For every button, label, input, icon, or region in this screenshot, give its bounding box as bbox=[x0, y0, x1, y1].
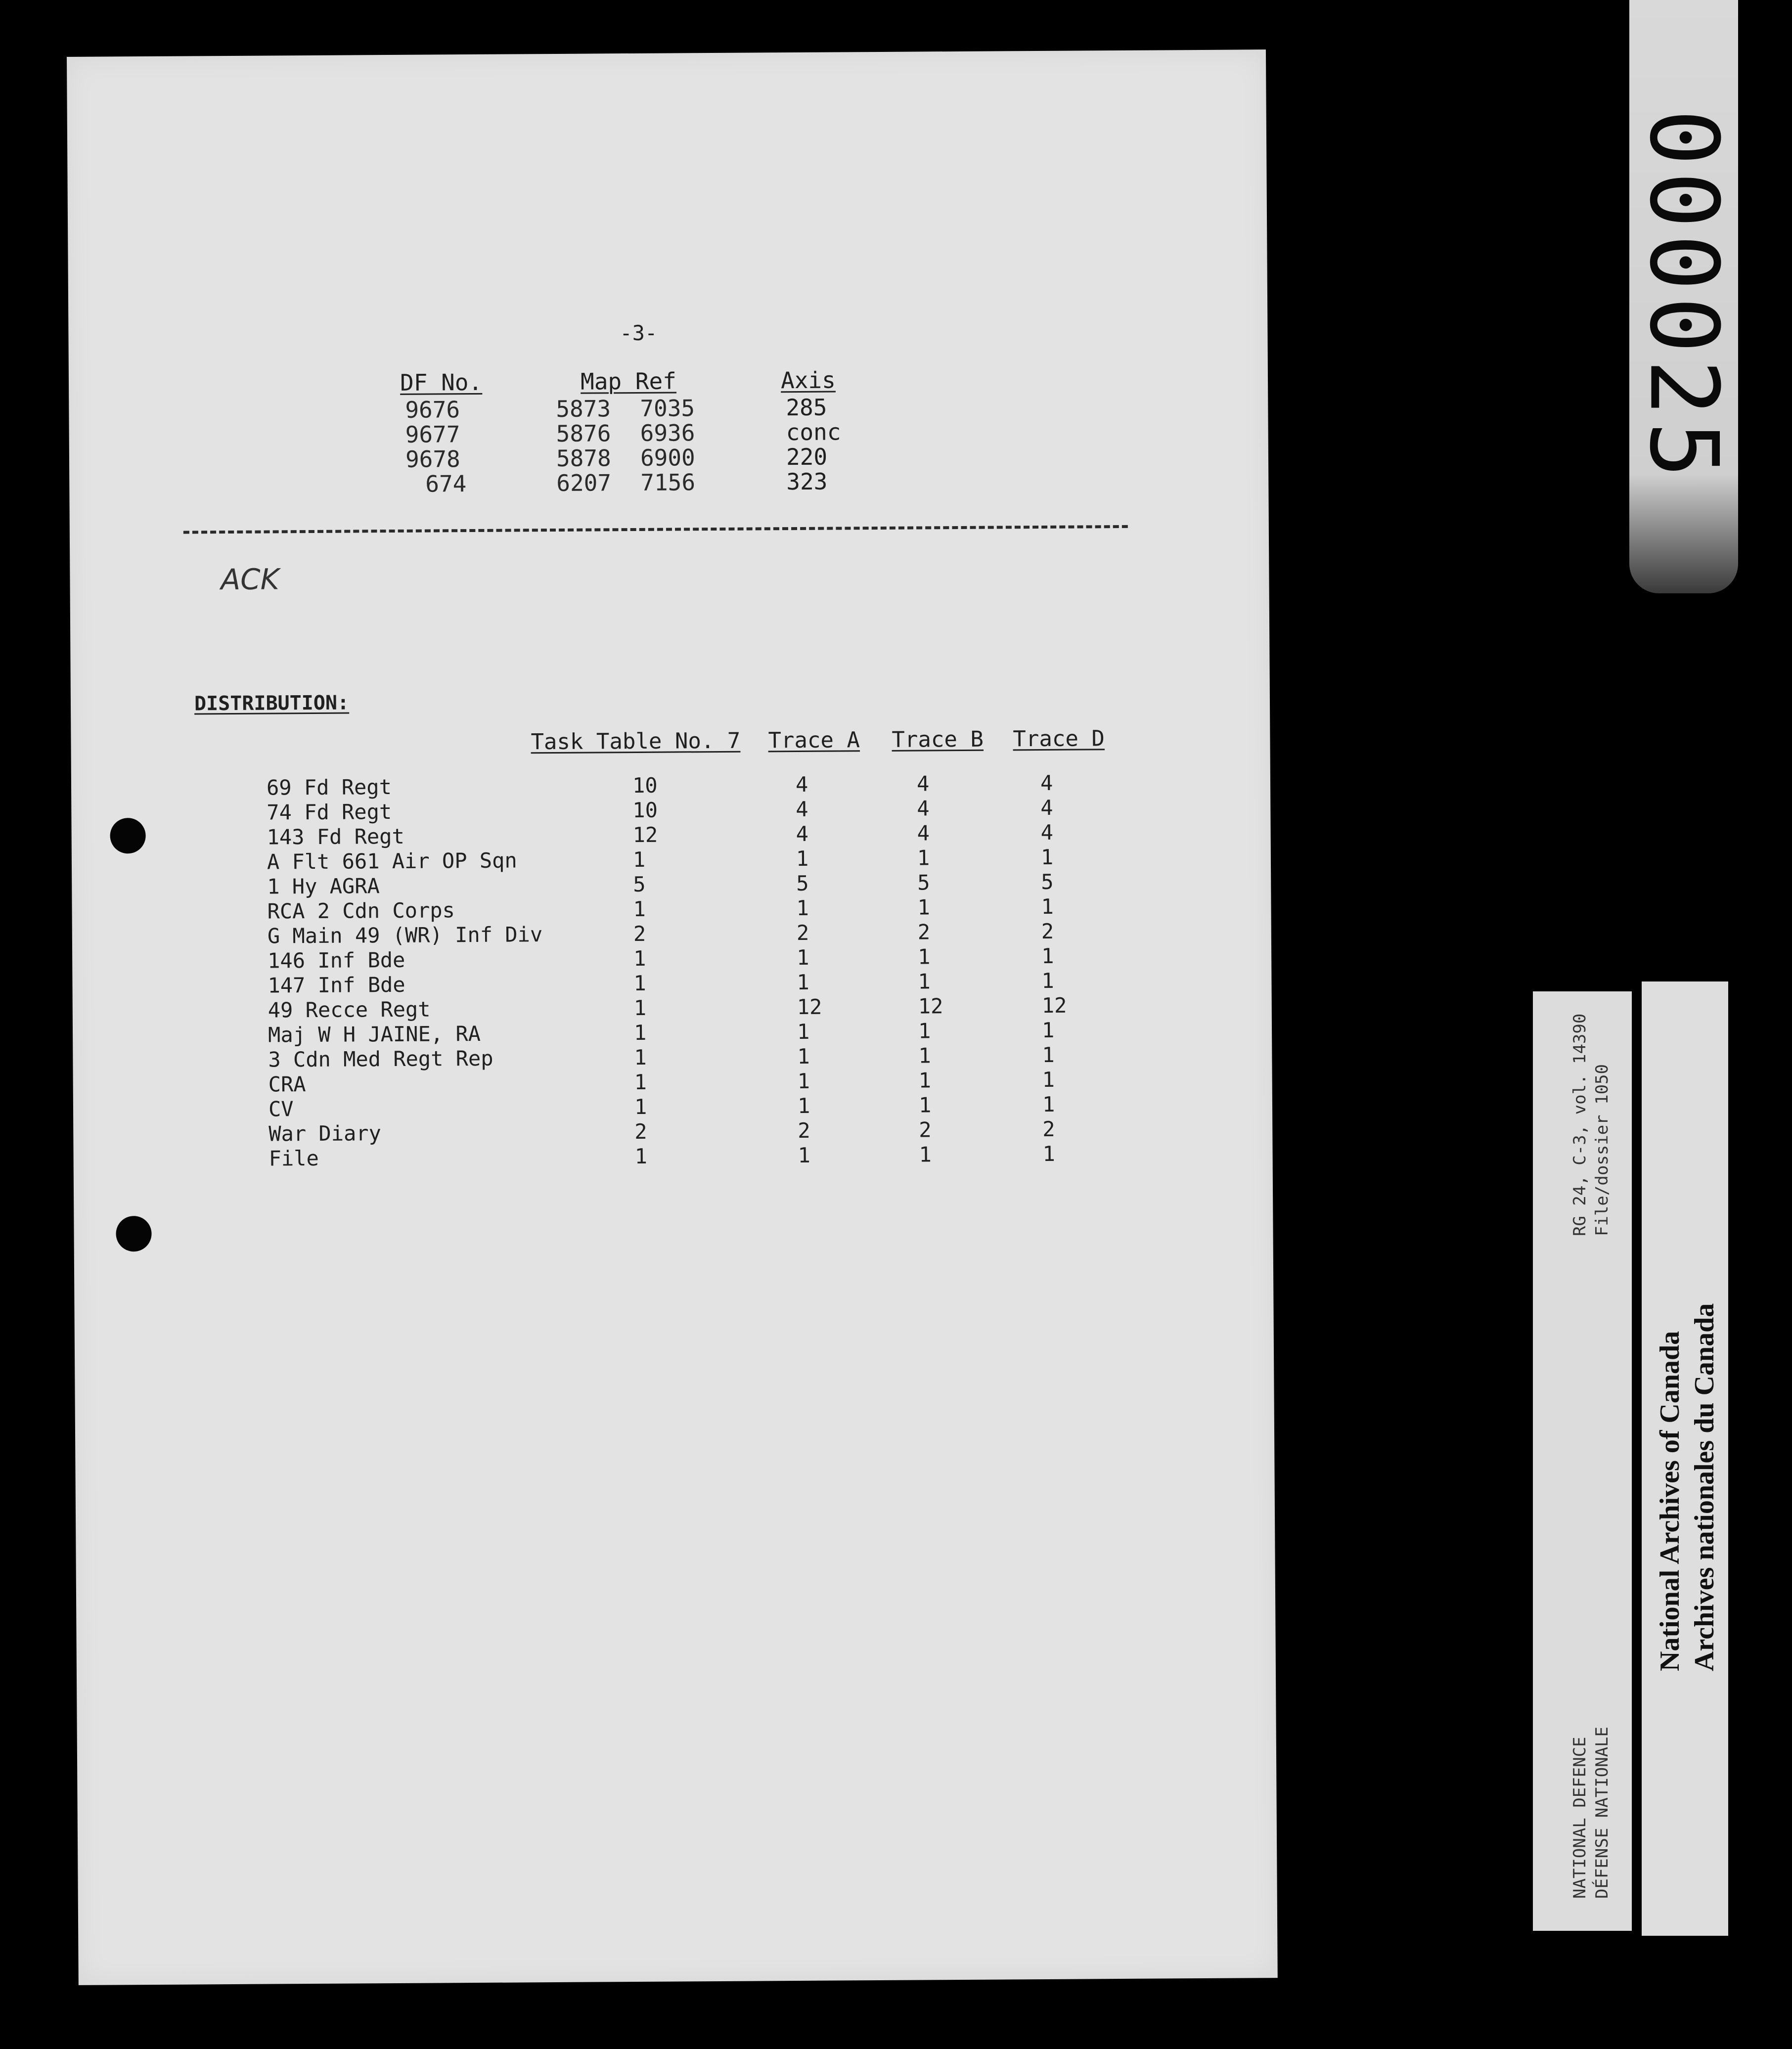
task-count: 1 bbox=[634, 1069, 647, 1095]
trace-b-count: 1 bbox=[919, 1142, 932, 1167]
trace-b-count: 4 bbox=[916, 771, 930, 796]
axis-value: 220 bbox=[786, 443, 828, 471]
dist-header-trace-a: Trace A bbox=[768, 727, 860, 754]
task-count: 1 bbox=[633, 946, 646, 971]
task-count: 5 bbox=[633, 872, 646, 897]
archive-reference-line-2: File/dossier 1050 bbox=[1592, 1064, 1612, 1236]
dist-header-task-table: Task Table No. 7 bbox=[531, 728, 741, 755]
trace-d-count: 5 bbox=[1041, 869, 1054, 894]
trace-d-count: 1 bbox=[1042, 1067, 1055, 1092]
unit-name: CV bbox=[268, 1097, 294, 1121]
document-page bbox=[67, 49, 1278, 1985]
trace-b-count: 1 bbox=[918, 1068, 932, 1093]
trace-a-count: 1 bbox=[797, 970, 809, 995]
df-header-map-ref: Map Ref bbox=[580, 367, 677, 395]
archives-name-line-2: Archives nationales du Canada bbox=[1689, 1303, 1720, 1671]
map-ref-northing: 7156 bbox=[640, 469, 696, 496]
dist-header-trace-d: Trace D bbox=[1013, 726, 1105, 752]
trace-d-count: 1 bbox=[1041, 1018, 1055, 1042]
task-count: 12 bbox=[632, 822, 658, 847]
dist-header-trace-b: Trace B bbox=[892, 726, 984, 753]
punch-hole bbox=[110, 818, 145, 853]
unit-name: File bbox=[269, 1146, 319, 1171]
trace-a-count: 5 bbox=[796, 871, 809, 896]
trace-d-count: 1 bbox=[1041, 968, 1054, 993]
archive-reference-line-1: RG 24, C-3, vol. 14390 bbox=[1570, 1013, 1590, 1236]
trace-d-count: 1 bbox=[1040, 845, 1054, 869]
unit-name: 143 Fd Regt bbox=[267, 824, 404, 849]
trace-b-count: 1 bbox=[918, 1093, 932, 1117]
trace-d-count: 1 bbox=[1042, 1092, 1055, 1116]
trace-b-count: 1 bbox=[918, 1019, 931, 1043]
trace-d-count: 1 bbox=[1041, 943, 1054, 968]
trace-a-count: 1 bbox=[797, 1019, 810, 1044]
trace-b-count: 4 bbox=[917, 821, 930, 846]
df-header-axis: Axis bbox=[780, 366, 836, 394]
task-count: 1 bbox=[633, 896, 646, 922]
axis-value: 285 bbox=[786, 394, 827, 421]
trace-a-count: 1 bbox=[798, 1143, 811, 1168]
unit-name: 3 Cdn Med Regt Rep bbox=[268, 1046, 493, 1072]
trace-d-count: 4 bbox=[1040, 820, 1054, 845]
trace-d-count: 2 bbox=[1041, 919, 1054, 943]
unit-name: 74 Fd Regt bbox=[267, 800, 392, 825]
df-header-df-no: DF No. bbox=[400, 368, 483, 396]
trace-a-count: 1 bbox=[797, 945, 809, 970]
unit-name: 49 Recce Regt bbox=[268, 997, 431, 1023]
trace-a-count: 4 bbox=[795, 772, 808, 797]
task-count: 2 bbox=[634, 1119, 647, 1144]
map-ref-northing: 6900 bbox=[640, 444, 695, 471]
trace-b-count: 12 bbox=[918, 994, 943, 1019]
unit-name: 69 Fd Regt bbox=[266, 775, 392, 800]
axis-value: conc bbox=[786, 418, 841, 446]
frame-number: 000025 bbox=[1629, 109, 1739, 485]
trace-a-count: 2 bbox=[798, 1118, 810, 1143]
trace-d-count: 2 bbox=[1042, 1116, 1055, 1141]
task-count: 10 bbox=[632, 798, 658, 823]
unit-name: G Main 49 (WR) Inf Div bbox=[267, 922, 543, 948]
trace-a-count: 1 bbox=[796, 895, 809, 921]
trace-b-count: 1 bbox=[917, 895, 930, 920]
trace-a-count: 4 bbox=[796, 821, 809, 846]
df-number: 9677 bbox=[405, 421, 460, 448]
df-number: 9678 bbox=[405, 445, 460, 473]
trace-b-count: 5 bbox=[917, 870, 930, 895]
trace-a-count: 2 bbox=[796, 920, 809, 945]
distribution-title: DISTRIBUTION: bbox=[194, 691, 350, 715]
task-count: 10 bbox=[632, 773, 658, 798]
trace-a-count: 1 bbox=[797, 1093, 810, 1118]
map-ref-easting: 5876 bbox=[556, 420, 611, 447]
archives-name-line-1: National Archives of Canada bbox=[1655, 1331, 1685, 1671]
department-line-2: DÉFENSE NATIONALE bbox=[1592, 1727, 1612, 1899]
trace-b-count: 1 bbox=[918, 1043, 931, 1068]
trace-a-count: 1 bbox=[796, 846, 809, 871]
task-count: 1 bbox=[633, 1020, 647, 1045]
map-ref-easting: 5878 bbox=[556, 445, 611, 472]
trace-d-count: 4 bbox=[1040, 770, 1053, 795]
task-count: 1 bbox=[633, 995, 647, 1021]
trace-b-count: 4 bbox=[917, 796, 930, 821]
trace-d-count: 1 bbox=[1042, 1141, 1056, 1166]
page-number: -3- bbox=[620, 320, 658, 346]
df-number: 674 bbox=[425, 470, 467, 497]
trace-a-count: 1 bbox=[797, 1069, 810, 1094]
unit-name: CRA bbox=[268, 1072, 306, 1097]
map-ref-northing: 7035 bbox=[640, 395, 695, 422]
trace-d-count: 12 bbox=[1041, 993, 1067, 1018]
map-ref-easting: 5873 bbox=[556, 395, 611, 422]
department-line-1: NATIONAL DEFENCE bbox=[1570, 1737, 1590, 1899]
trace-b-count: 1 bbox=[918, 969, 931, 994]
axis-value: 323 bbox=[786, 468, 828, 495]
unit-name: RCA 2 Cdn Corps bbox=[267, 898, 455, 924]
map-ref-northing: 6936 bbox=[640, 419, 695, 446]
punch-hole bbox=[116, 1216, 151, 1251]
trace-a-count: 4 bbox=[796, 797, 808, 822]
task-count: 1 bbox=[632, 847, 646, 872]
unit-name: War Diary bbox=[269, 1121, 382, 1146]
unit-name: 147 Inf Bde bbox=[268, 972, 405, 998]
map-ref-easting: 6207 bbox=[556, 469, 612, 496]
trace-d-count: 1 bbox=[1042, 1042, 1055, 1067]
trace-d-count: 1 bbox=[1041, 894, 1054, 919]
task-count: 1 bbox=[634, 1094, 647, 1119]
unit-name: 1 Hy AGRA bbox=[267, 874, 380, 899]
dashed-divider bbox=[183, 525, 1128, 534]
unit-name: Maj W H JAINE, RA bbox=[268, 1021, 481, 1047]
trace-b-count: 1 bbox=[918, 944, 931, 969]
trace-b-count: 2 bbox=[917, 920, 931, 944]
df-number: 9676 bbox=[405, 396, 460, 423]
task-count: 1 bbox=[634, 1045, 647, 1070]
task-count: 1 bbox=[633, 971, 646, 996]
handwritten-ack: ACK bbox=[221, 562, 279, 597]
unit-name: 146 Inf Bde bbox=[268, 947, 405, 973]
task-count: 2 bbox=[633, 921, 646, 946]
trace-b-count: 1 bbox=[917, 846, 930, 870]
trace-a-count: 12 bbox=[797, 994, 822, 1020]
unit-name: A Flt 661 Air OP Sqn bbox=[267, 848, 517, 874]
trace-a-count: 1 bbox=[797, 1044, 810, 1069]
trace-b-count: 2 bbox=[919, 1117, 932, 1142]
task-count: 1 bbox=[634, 1144, 648, 1169]
trace-d-count: 4 bbox=[1040, 795, 1053, 820]
